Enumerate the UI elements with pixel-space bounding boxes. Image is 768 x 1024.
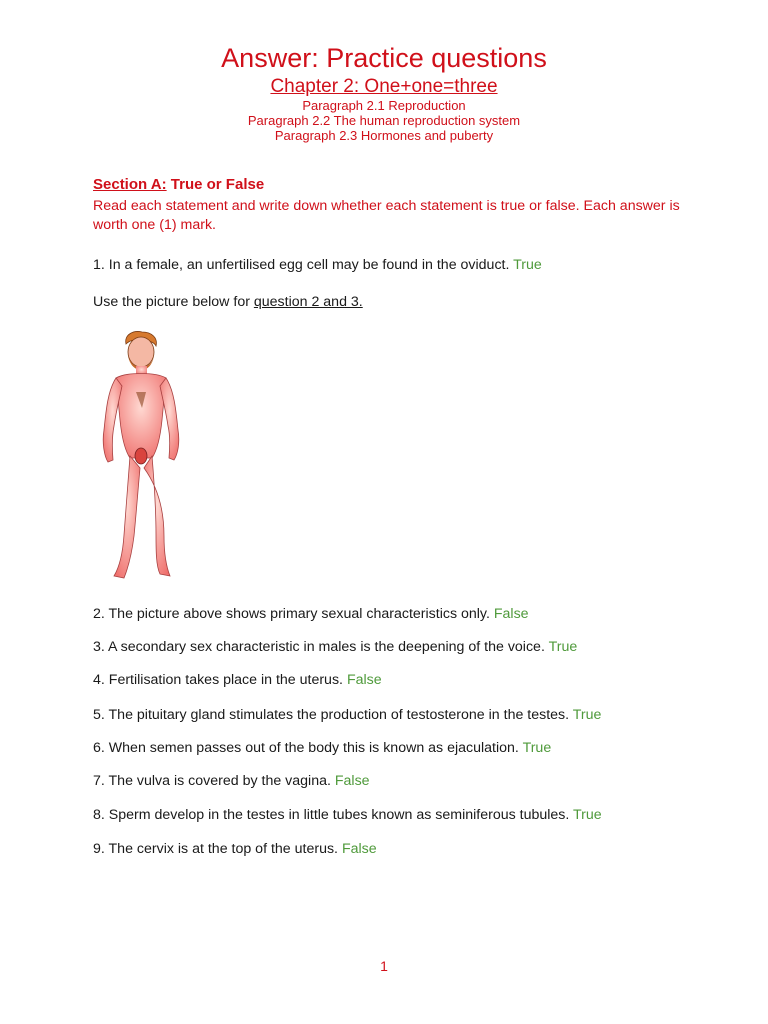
question-1 (93, 256, 542, 274)
question-2 (93, 605, 529, 623)
question-4 (93, 671, 382, 689)
question-answer: True (513, 257, 542, 273)
question-answer: False (334, 773, 370, 789)
page-title: Answer: Practice questions (221, 43, 547, 73)
question-8 (93, 806, 602, 824)
picture-note-reference: question 2 and 3. (253, 294, 363, 310)
question-text: 2. The picture above shows primary sexual characteristics only. (93, 606, 490, 622)
male-figure-graphic (100, 330, 190, 586)
question-answer: False (346, 672, 382, 688)
question-answer: False (493, 606, 529, 622)
picture-note (93, 293, 363, 311)
question-text: 3. A secondary sex characteristic in males is the deepening of the voice. (93, 639, 545, 655)
picture-note-text: Use the picture below for (93, 294, 254, 310)
section-instructions: Read each statement and write down whether each statement is true or false. Each answer is worth one (1) mark. (93, 198, 680, 233)
question-text: 4. Fertilisation takes place in the uterus. (93, 672, 343, 688)
page-number: 1 (380, 958, 388, 974)
section-heading (93, 176, 264, 193)
human-body-illustration (100, 330, 190, 586)
question-7 (93, 772, 370, 790)
question-text: 9. The cervix is at the top of the uterus. (93, 841, 338, 857)
question-text: 8. Sperm develop in the testes in little tubes known as seminiferous tubules. (93, 807, 570, 823)
question-6 (93, 739, 551, 757)
question-text: 7. The vulva is covered by the vagina. (93, 773, 331, 789)
chapter-title: Chapter 2: One+one=three (270, 76, 498, 97)
question-3 (93, 638, 577, 656)
question-text: 6. When semen passes out of the body this is known as ejaculation. (93, 740, 519, 756)
question-9 (93, 840, 377, 858)
section-title: True or False (170, 176, 265, 193)
question-answer: False (341, 841, 377, 857)
question-answer: True (573, 807, 602, 823)
question-answer: True (572, 707, 602, 723)
question-text: 1. In a female, an unfertilised egg cell may be found in the oviduct. (93, 257, 510, 273)
paragraph-ref-2: Paragraph 2.2 The human reproduction system (247, 113, 521, 128)
question-text: 5. The pituitary gland stimulates the production of testosterone in the testes. (93, 707, 570, 723)
question-answer: True (548, 639, 578, 655)
document-header (0, 42, 768, 143)
question-5 (93, 706, 601, 724)
question-answer: True (522, 740, 552, 756)
section-label: Section A: (93, 176, 167, 193)
paragraph-ref-3: Paragraph 2.3 Hormones and puberty (274, 128, 494, 143)
paragraph-ref-1: Paragraph 2.1 Reproduction (302, 98, 466, 113)
